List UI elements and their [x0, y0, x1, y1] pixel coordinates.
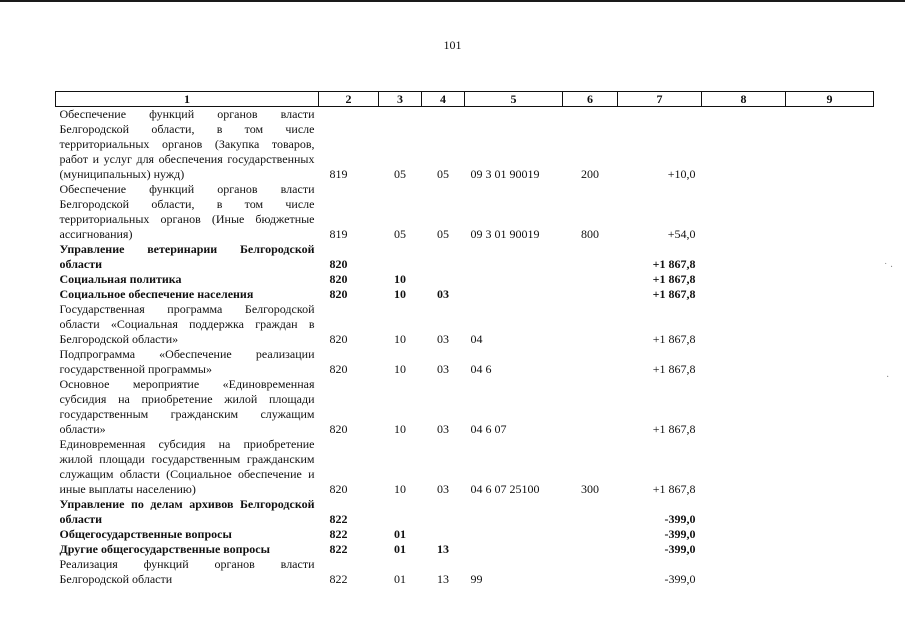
- row-value-cell-c6: [563, 497, 618, 527]
- row-value-cell-c7: +1 867,8: [652, 362, 696, 376]
- row-value-cell-c7: +10,0: [667, 167, 696, 181]
- row-value-cell-c5: [465, 527, 563, 542]
- row-value-cell-c6: [563, 302, 618, 347]
- empty-cell: [702, 527, 786, 542]
- row-value-cell-c2: 819: [329, 167, 348, 181]
- row-value-cell-c3: 01: [394, 542, 406, 556]
- row-name-cell: Подпрограмма «Обеспечение реализации государственной программы»: [59, 347, 315, 376]
- row-value-cell-c7: +1 867,8: [652, 287, 696, 301]
- row-value-cell-c3: 10: [394, 362, 406, 376]
- row-name-cell: Реализация функций органов власти Белгородской области: [59, 557, 315, 586]
- row-name-cell: Общегосударственные вопросы: [59, 527, 232, 541]
- empty-cell: [786, 242, 874, 272]
- scan-artifact-mark: ·: [886, 372, 890, 383]
- page-number: 101: [443, 38, 462, 52]
- row-value-cell-c2: 820: [329, 422, 348, 436]
- column-header: 8: [702, 92, 786, 107]
- row-value-cell-c7: -399,0: [664, 512, 696, 526]
- empty-cell: [786, 437, 874, 497]
- budget-table: [55, 91, 874, 587]
- empty-cell: [702, 107, 786, 183]
- column-header: 3: [379, 92, 422, 107]
- row-value-cell-c4: [422, 242, 465, 272]
- row-value-cell-c3: [379, 242, 422, 272]
- row-value-cell-c3: 10: [394, 482, 406, 496]
- column-header: 1: [56, 92, 319, 107]
- table-row: [56, 287, 874, 302]
- row-value-cell-c2: 820: [329, 287, 348, 301]
- row-value-cell-c4: [422, 272, 465, 287]
- row-value-cell-c3: 01: [394, 572, 406, 586]
- row-value-cell-c4: 05: [437, 227, 449, 241]
- row-value-cell-c6: [563, 542, 618, 557]
- row-name-cell: Основное мероприятие «Единовременная субсидия на приобретение жилой площади государственным гражданским служащим области»: [59, 377, 315, 436]
- row-value-cell-c2: 820: [329, 272, 348, 286]
- row-value-cell-c5: 04 6 07: [470, 422, 507, 436]
- row-value-cell-c2: 822: [329, 512, 348, 526]
- row-value-cell-c6: 300: [581, 482, 599, 496]
- row-value-cell-c2: 820: [329, 482, 348, 496]
- row-value-cell-c3: 05: [394, 167, 406, 181]
- row-value-cell-c5: [465, 287, 563, 302]
- row-value-cell-c6: [563, 242, 618, 272]
- row-name-cell: Социальная политика: [59, 272, 182, 286]
- row-value-cell-c3: 01: [394, 527, 406, 541]
- row-name-cell: Управление по делам архивов Белгородской области: [59, 497, 315, 526]
- empty-cell: [702, 242, 786, 272]
- row-value-cell-c5: 09 3 01 90019: [470, 227, 540, 241]
- table-row: [56, 107, 874, 183]
- row-value-cell-c7: +54,0: [667, 227, 696, 241]
- row-name-cell: Обеспечение функций органов власти Белгородской области, в том числе территориальных органов (Закупка товаров, работ и услуг для обеспечения государственных (муниципальных) нужд): [59, 107, 315, 181]
- table-row: [56, 272, 874, 287]
- row-value-cell-c7: -399,0: [664, 527, 696, 541]
- row-value-cell-c7: +1 867,8: [652, 482, 696, 496]
- row-value-cell-c7: +1 867,8: [652, 332, 696, 346]
- row-value-cell-c7: +1 867,8: [652, 422, 696, 436]
- empty-cell: [786, 497, 874, 527]
- row-value-cell-c2: 820: [329, 332, 348, 346]
- table-row: [56, 302, 874, 347]
- table-row: [56, 242, 874, 272]
- table-header-row: [56, 92, 874, 107]
- row-value-cell-c4: 03: [437, 287, 449, 301]
- scan-artifact-mark: ˙ ·: [884, 262, 894, 273]
- row-value-cell-c5: [465, 242, 563, 272]
- row-value-cell-c5: [465, 272, 563, 287]
- empty-cell: [786, 527, 874, 542]
- empty-cell: [702, 272, 786, 287]
- empty-cell: [786, 557, 874, 587]
- row-value-cell-c5: 04: [470, 332, 483, 346]
- empty-cell: [786, 302, 874, 347]
- table-row: [56, 542, 874, 557]
- row-value-cell-c6: [563, 557, 618, 587]
- row-value-cell-c6: 200: [581, 167, 599, 181]
- row-name-cell: Социальное обеспечение населения: [59, 287, 254, 301]
- row-value-cell-c3: 10: [394, 287, 406, 301]
- row-name-cell: Обеспечение функций органов власти Белгородской области, в том числе территориальных органов (Иные бюджетные ассигнования): [59, 182, 315, 241]
- row-name-cell: Другие общегосударственные вопросы: [59, 542, 270, 556]
- empty-cell: [786, 542, 874, 557]
- column-header: 4: [422, 92, 465, 107]
- row-value-cell-c4: 13: [437, 572, 449, 586]
- table-row: [56, 497, 874, 527]
- row-value-cell-c6: 800: [581, 227, 599, 241]
- row-value-cell-c3: 10: [394, 272, 406, 286]
- column-header: 7: [618, 92, 702, 107]
- empty-cell: [702, 377, 786, 437]
- row-value-cell-c4: 03: [437, 332, 449, 346]
- column-header: 6: [563, 92, 618, 107]
- row-value-cell-c2: 820: [329, 362, 348, 376]
- empty-cell: [786, 182, 874, 242]
- empty-cell: [702, 287, 786, 302]
- row-value-cell-c4: 03: [437, 422, 449, 436]
- empty-cell: [786, 377, 874, 437]
- row-value-cell-c5: [465, 542, 563, 557]
- column-header: 5: [465, 92, 563, 107]
- empty-cell: [702, 497, 786, 527]
- table-row: [56, 437, 874, 497]
- empty-cell: [702, 557, 786, 587]
- row-value-cell-c5: 99: [470, 572, 483, 586]
- column-header: 2: [319, 92, 379, 107]
- row-value-cell-c5: 09 3 01 90019: [470, 167, 540, 181]
- row-value-cell-c4: 03: [437, 362, 449, 376]
- row-value-cell-c4: [422, 497, 465, 527]
- row-value-cell-c5: 04 6: [470, 362, 492, 376]
- empty-cell: [702, 542, 786, 557]
- row-value-cell-c4: [422, 527, 465, 542]
- row-value-cell-c2: 820: [329, 257, 348, 271]
- row-value-cell-c2: 822: [329, 527, 348, 541]
- table-row: [56, 182, 874, 242]
- table-row: [56, 377, 874, 437]
- row-value-cell-c3: 05: [394, 227, 406, 241]
- row-value-cell-c4: 05: [437, 167, 449, 181]
- row-value-cell-c2: 822: [329, 572, 348, 586]
- row-value-cell-c7: -399,0: [664, 572, 696, 586]
- row-value-cell-c6: [563, 287, 618, 302]
- empty-cell: [786, 272, 874, 287]
- empty-cell: [786, 287, 874, 302]
- row-value-cell-c7: +1 867,8: [652, 257, 696, 271]
- row-value-cell-c7: -399,0: [664, 542, 696, 556]
- empty-cell: [786, 107, 874, 183]
- row-value-cell-c4: 03: [437, 482, 449, 496]
- row-value-cell-c6: [563, 347, 618, 377]
- row-value-cell-c6: [563, 377, 618, 437]
- empty-cell: [702, 182, 786, 242]
- row-name-cell: Единовременная субсидия на приобретение жилой площади государственным гражданским служащим области (Социальное обеспечение и иные выплаты населению): [59, 437, 315, 496]
- empty-cell: [702, 347, 786, 377]
- row-value-cell-c6: [563, 272, 618, 287]
- table-row: [56, 557, 874, 587]
- row-name-cell: Управление ветеринарии Белгородской области: [59, 242, 315, 271]
- empty-cell: [786, 347, 874, 377]
- row-value-cell-c3: 10: [394, 422, 406, 436]
- row-value-cell-c3: [379, 497, 422, 527]
- row-value-cell-c3: 10: [394, 332, 406, 346]
- row-value-cell-c4: 13: [437, 542, 449, 556]
- scan-top-edge: [0, 0, 905, 2]
- empty-cell: [702, 302, 786, 347]
- empty-cell: [702, 437, 786, 497]
- row-value-cell-c2: 822: [329, 542, 348, 556]
- row-value-cell-c2: 819: [329, 227, 348, 241]
- row-value-cell-c7: +1 867,8: [652, 272, 696, 286]
- column-header: 9: [786, 92, 874, 107]
- row-value-cell-c5: [465, 497, 563, 527]
- table-row: [56, 347, 874, 377]
- row-name-cell: Государственная программа Белгородской области «Социальная поддержка граждан в Белгородской области»: [59, 302, 315, 346]
- table-row: [56, 527, 874, 542]
- row-value-cell-c6: [563, 527, 618, 542]
- row-value-cell-c5: 04 6 07 25100: [470, 482, 540, 496]
